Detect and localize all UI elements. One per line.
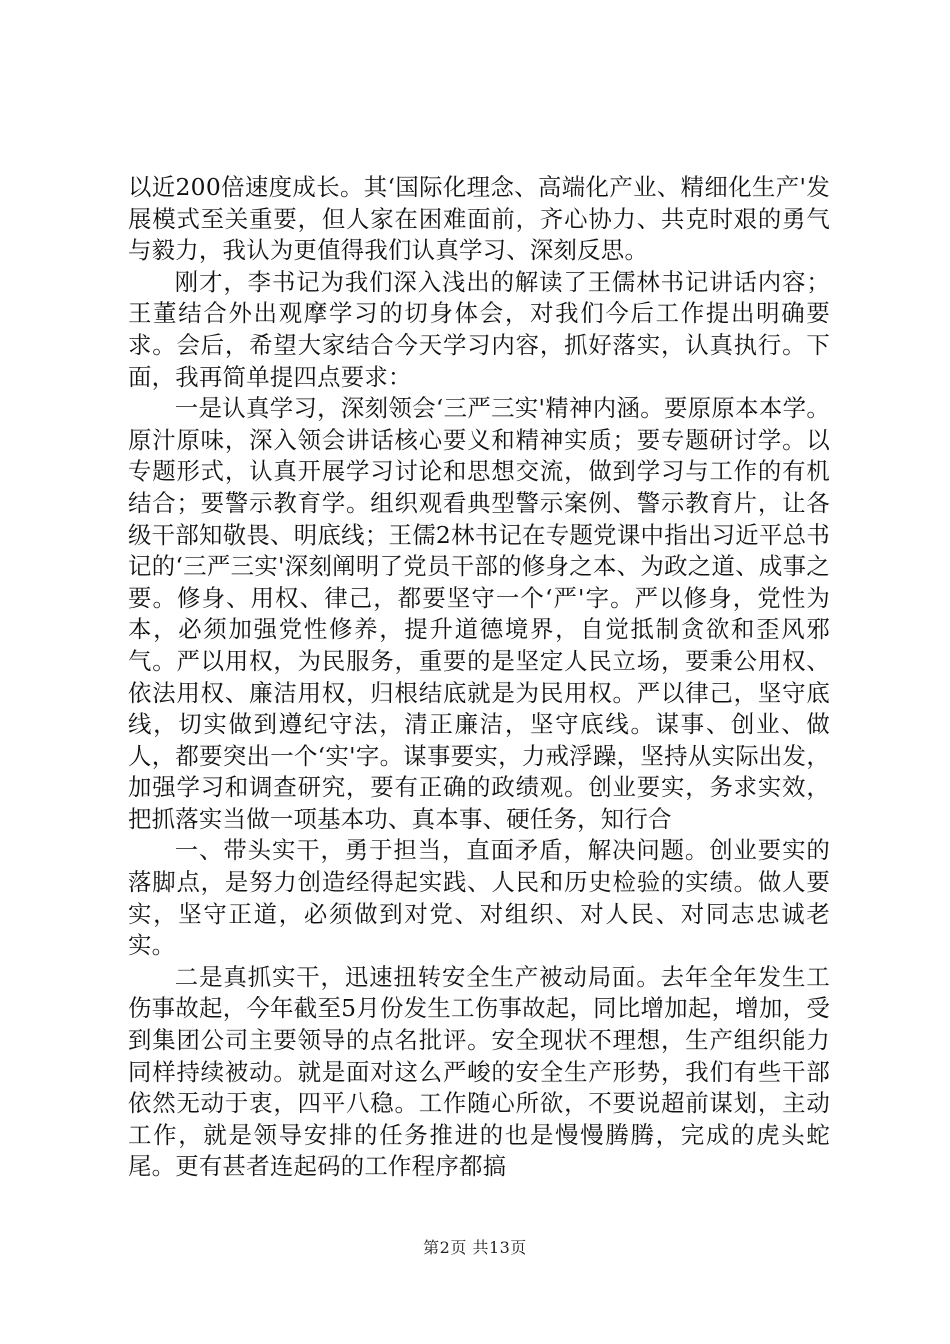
page-number-footer: 第2页 共13页: [423, 1238, 527, 1257]
paragraph-1: 以近200倍速度成长。其‘国际化理念、高端化产业、精细化生产'发展模式至关重要，但人家在困难面前，齐心协力、共克时艰的勇气与毅力，我认为更值得我们认真学习、深刻反思。: [128, 173, 830, 265]
paragraph-5: 二是真抓实干，迅速扭转安全生产被动局面。去年全年发生工伤事故起，今年截至5月份发生工伤事故起，同比增加起，增加，受到集团公司主要领导的点名批评。安全现状不理想，生产组织能力同样持续被动。就是面对这么严峻的安全生产形势，我们有些干部依然无动于衷，四平八稳。工作随心所欲，不要说超前谋划，主动工作，就是领导安排的任务推进的也是慢慢腾腾，完成的虎头蛇尾。更有甚者连起码的工作程序都搞: [128, 962, 830, 1181]
paragraph-2: 刚才，李书记为我们深入浅出的解读了王儒林书记讲话内容；王董结合外出观摩学习的切身体会，对我们今后工作提出明确要求。会后，希望大家结合今天学习内容，抓好落实，认真执行。下面，我再简单提四点要求：: [128, 267, 830, 391]
paragraph-3: 一是认真学习，深刻领会‘三严三实'精神内涵。要原原本本学。原汁原味，深入领会讲话核心要义和精神实质；要专题研讨学。以专题形式，认真开展学习讨论和思想交流，做到学习与工作的有机结合；要警示教育学。组织观看典型警示案例、警示教育片，让各级干部知敬畏、明底线；王儒2林书记在专题党课中指出习近平总书记的‘三严三实'深刻阐明了党员干部的修身之本、为政之道、成事之要。修身、用权、律己，都要坚守一个‘严'字。严以修身，党性为本，必须加强党性修养，提升道德境界，自觉抵制贪欲和歪风邪气。严以用权，为民服务，重要的是坚定人民立场，要秉公用权、依法用权、廉洁用权，归根结底就是为民用权。严以律己，坚守底线，切实做到遵纪守法，清正廉洁，坚守底线。谋事、创业、做人，都要突出一个‘实'字。谋事要实，力戒浮躁，坚持从实际出发，加强学习和调查研究，要有正确的政绩观。创业要实，务求实效，把抓落实当做一项基本功、真本事、硬任务，知行合: [128, 394, 830, 833]
paragraph-4: 一、带头实干，勇于担当，直面矛盾，解决问题。创业要实的落脚点，是努力创造经得起实践、人民和历史检验的实绩。做人要实，坚守正道，必须做到对党、对组织、对人民、对同志忠诚老实。: [128, 836, 830, 960]
document-body: [128, 172, 830, 1183]
